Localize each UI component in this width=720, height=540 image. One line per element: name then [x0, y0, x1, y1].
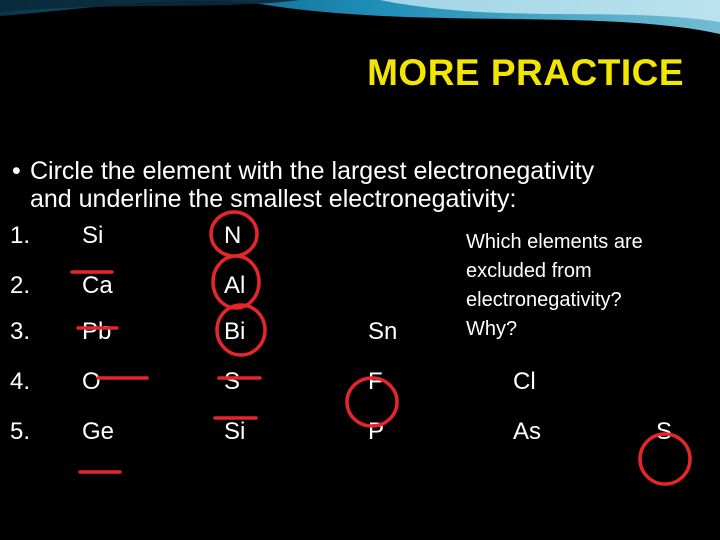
circle-mark-s — [640, 434, 690, 484]
note-line-3: electronegativity? — [466, 289, 622, 311]
element-label: S — [224, 368, 241, 395]
element-label: As — [513, 418, 542, 445]
element-label: P — [368, 418, 385, 445]
element-label: Pb — [82, 318, 112, 345]
bullet-marker: • — [12, 157, 21, 185]
element-label: F — [368, 368, 383, 395]
row-number: 5. — [10, 418, 31, 445]
circle-mark-bi — [217, 305, 265, 355]
row-number: 3. — [10, 318, 31, 345]
note-line-2: excluded from — [466, 260, 592, 282]
element-label: Sn — [368, 318, 398, 345]
element-label: Si — [224, 418, 246, 445]
circle-mark-al — [213, 256, 259, 308]
circle-mark-n — [211, 212, 257, 256]
element-label: Si — [82, 222, 104, 249]
instruction-line-1: Circle the element with the largest electronegativity — [30, 157, 595, 185]
element-label: Ca — [82, 272, 113, 299]
element-label: S — [656, 418, 673, 445]
element-label: Bi — [224, 318, 246, 345]
row-number: 4. — [10, 368, 31, 395]
circle-mark-p — [347, 378, 397, 426]
element-label: N — [224, 222, 242, 249]
element-label: Ge — [82, 418, 115, 445]
instruction-line-2: and underline the smallest electronegativity: — [30, 185, 517, 213]
note-line-4: Why? — [466, 318, 518, 340]
element-label: Cl — [513, 368, 536, 395]
element-label: Al — [224, 272, 246, 299]
note-line-1: Which elements are — [466, 231, 643, 253]
element-label: O — [82, 368, 101, 395]
slide-title: MORE PRACTICE — [367, 52, 684, 93]
row-number: 2. — [10, 272, 31, 299]
row-number: 1. — [10, 222, 31, 249]
